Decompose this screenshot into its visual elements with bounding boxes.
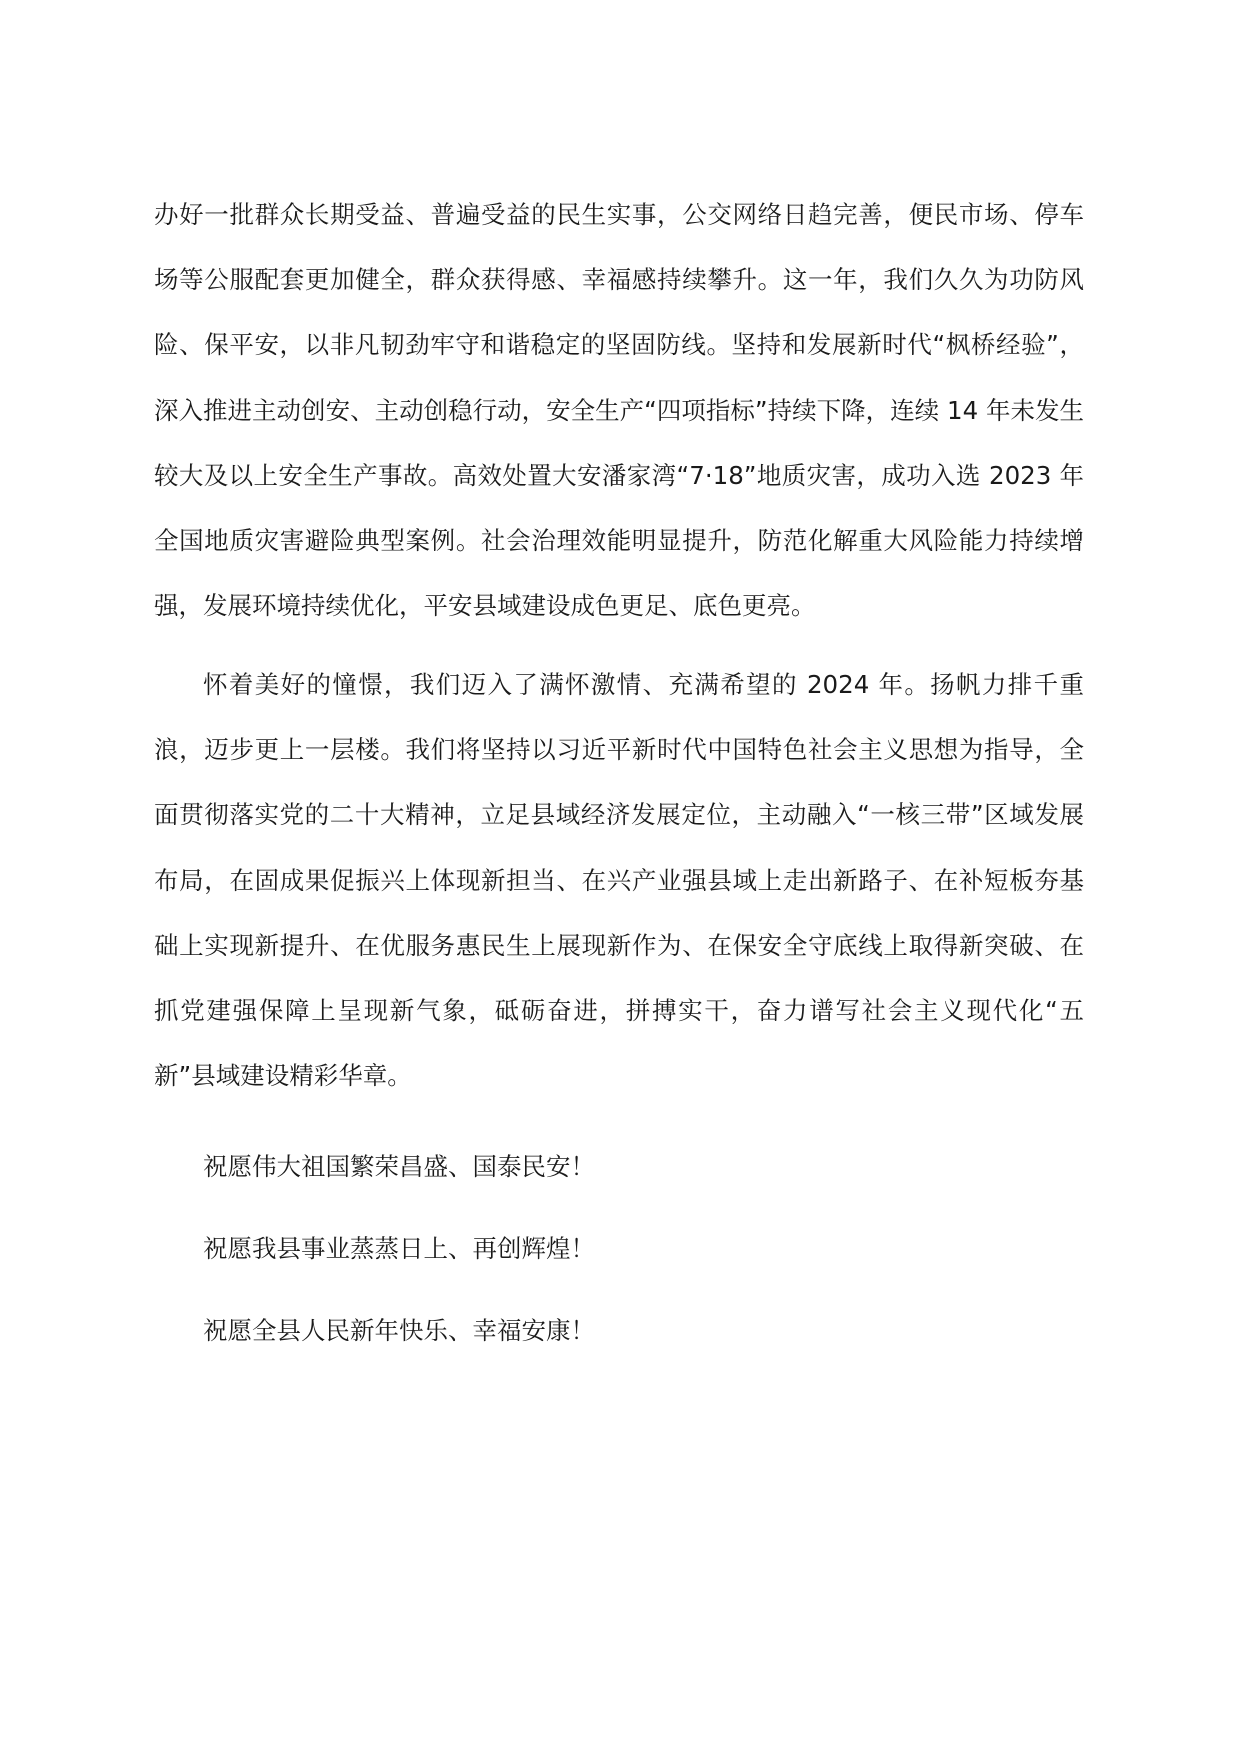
body-paragraph-2: 怀着美好的憧憬，我们迈入了满怀激情、充满希望的 2024 年。扬帆力排千重浪，迈步更上一层楼。我们将坚持以习近平新时代中国特色社会主义思想为指导，全面贯彻落实党的二十大精神，立足县域经济发展定位，主动融入“一核三带”区域发展布局，在固成果促振兴上体现新担当、在兴产业强县域上走出新路子、在补短板夯基础上实现新提升、在优服务惠民生上展现新作为、在保安全守底线上取得新突破、在抓党建强保障上呈现新气象，砥砺奋进，拼搏实干，奋力谱写社会主义现代化“五新”县域建设精彩华章。 — [154, 670, 1084, 1091]
closing-wish-1: 祝愿伟大祖国繁荣昌盛、国泰民安！ — [203, 1152, 595, 1181]
closing-wish-2: 祝愿我县事业蒸蒸日上、再创辉煌！ — [203, 1234, 595, 1263]
body-paragraph-1: 办好一批群众长期受益、普遍受益的民生实事，公交网络日趋完善，便民市场、停车场等公服配套更加健全，群众获得感、幸福感持续攀升。这一年，我们久久为功防风险、保平安，以非凡韧劲牢守和谐稳定的坚固防线。坚持和发展新时代“枫桥经验”，深入推进主动创安、主动创稳行动，安全生产“四项指标”持续下降，连续 14 年未发生较大及以上安全生产事故。高效处置大安潘家湾“7·18”地质灾害，成功入选 2023 年全国地质灾害避险典型案例。社会治理效能明显提升，防范化解重大风险能力持续增强，发展环境持续优化，平安县域建设成色更足、底色更亮。 — [154, 200, 1084, 621]
closing-wish-3: 祝愿全县人民新年快乐、幸福安康！ — [203, 1316, 595, 1345]
